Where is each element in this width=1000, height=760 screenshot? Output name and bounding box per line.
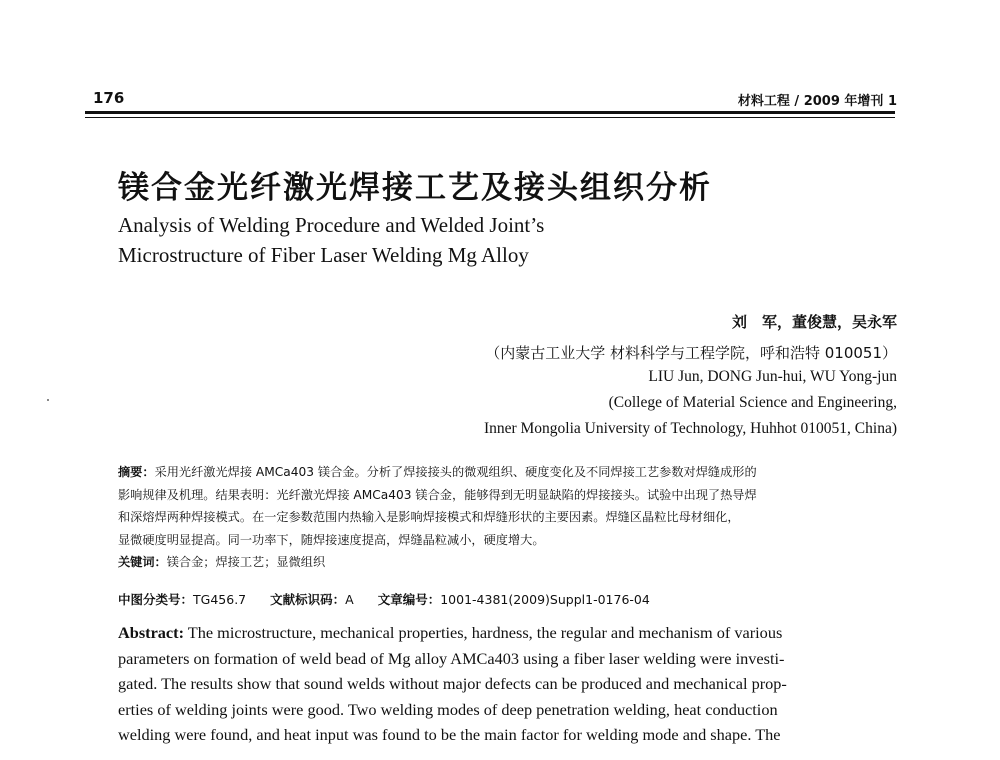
article-number-label: 文章编号： bbox=[377, 592, 441, 607]
keywords-value: 镁合金；焊接工艺；显微组织 bbox=[166, 555, 326, 570]
running-head: 材料工程 / 2009 年增刊 1 bbox=[737, 94, 897, 109]
doc-code-value: A bbox=[345, 592, 354, 607]
title-chinese: 镁合金光纤激光焊接工艺及接头组织分析 bbox=[118, 170, 712, 206]
keywords-label: 关键词： bbox=[118, 555, 167, 570]
header-rule bbox=[85, 111, 895, 114]
affiliation-chinese: （内蒙古工业大学 材料科学与工程学院，呼和浩特 010051） bbox=[485, 344, 897, 362]
authors-english: LIU Jun, DONG Jun-hui, WU Yong-jun bbox=[648, 368, 897, 385]
article-number-value: 1001-4381(2009)Suppl1-0176-04 bbox=[440, 592, 650, 607]
clc-value: TG456.7 bbox=[193, 592, 247, 607]
title-english-line-2: Microstructure of Fiber Laser Welding Mg Alloy bbox=[118, 243, 529, 267]
abstract-en-text: The microstructure, mechanical properties, hardness, the regular and mechanism of various bbox=[187, 623, 783, 642]
abstract-cn-label: 摘要： bbox=[118, 465, 155, 479]
abstract-en-line: gated. The results show that sound welds without major defects can be produced and mechanical prop- bbox=[118, 674, 787, 694]
clc-label: 中图分类号： bbox=[118, 592, 194, 607]
abstract-cn-line: 显微硬度明显提高。同一功率下，随焊接速度提高，焊缝晶粒减小，硬度增大。 bbox=[118, 532, 545, 547]
abstract-en-line: parameters on formation of weld bead of Mg alloy AMCa403 using a fiber laser welding were investi- bbox=[118, 648, 785, 668]
abstract-cn-line bbox=[118, 461, 898, 484]
header-rule-thin bbox=[85, 117, 895, 118]
affiliation-english-line-1: (College of Material Science and Engineering, bbox=[608, 394, 897, 411]
title-english-line-1: Analysis of Welding Procedure and Welded Joint’s bbox=[118, 213, 545, 237]
authors-chinese: 刘 军，董俊慧，吴永军 bbox=[731, 313, 897, 331]
abstract-cn-text: 采用光纤激光焊接 AMCa403 镁合金。分析了焊接接头的微观组织、硬度变化及不同焊接工艺参数对焊缝成形的 bbox=[154, 465, 757, 479]
abstract-en-line: erties of welding joints were good. Two welding modes of deep penetration welding, heat conduction bbox=[118, 699, 778, 719]
abstract-english bbox=[118, 620, 898, 748]
abstract-en-label: Abstract: bbox=[118, 623, 185, 642]
scan-speck bbox=[47, 399, 49, 401]
abstract-chinese bbox=[118, 461, 898, 574]
keywords-line bbox=[118, 551, 898, 574]
abstract-en-line bbox=[118, 620, 898, 646]
affiliation-english-line-2: Inner Mongolia University of Technology, Huhhot 010051, China) bbox=[483, 420, 897, 437]
abstract-cn-line: 和深熔焊两种焊接模式。在一定参数范围内热输入是影响焊接模式和焊缝形状的主要因素。焊缝区晶粒比母材细化， bbox=[118, 510, 740, 525]
doc-code-label: 文献标识码： bbox=[270, 592, 346, 607]
classification-row bbox=[118, 590, 650, 608]
abstract-en-line: welding were found, and heat input was found to be the main factor for welding mode and shape. The bbox=[118, 725, 781, 745]
page-number: 176 bbox=[93, 89, 125, 107]
abstract-cn-line: 影响规律及机理。结果表明：光纤激光焊接 AMCa403 镁合金，能够得到无明显缺陷的焊接接头。试验中出现了热导焊 bbox=[118, 487, 757, 502]
